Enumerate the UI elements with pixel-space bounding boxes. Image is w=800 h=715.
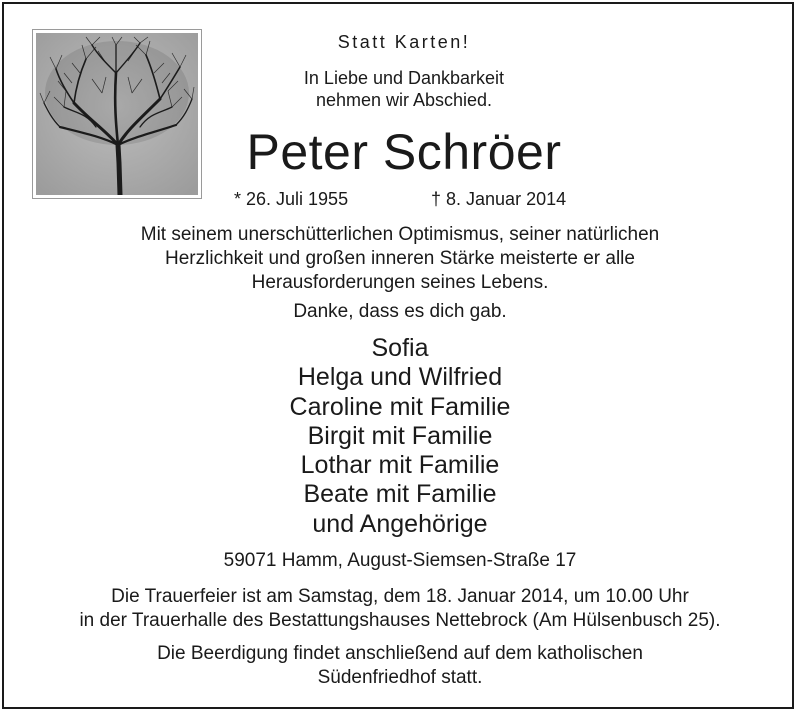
service-line: in der Trauerhalle des Bestattungshauses Nettebrock (Am Hülsenbusch 25). xyxy=(79,610,721,631)
tribute-line: Herzlichkeit und großen inneren Stärke meisterte er alle xyxy=(165,248,635,269)
tribute-line: Herausforderungen seines Lebens. xyxy=(251,272,549,293)
obituary-notice xyxy=(2,2,794,709)
deceased-name: Peter Schröer xyxy=(246,124,562,180)
tribute-line: Mit seinem unerschütterlichen Optimismus, seiner natürlichen xyxy=(140,224,660,245)
mourner-name: Beate mit Familie xyxy=(303,480,497,509)
tree-icon xyxy=(36,33,198,195)
mourner-name: Helga und Wilfried xyxy=(297,363,503,392)
intro-line: In Liebe und Dankbarkeit xyxy=(303,68,505,88)
thanks-line: Danke, dass es dich gab. xyxy=(293,301,507,322)
death-date: † 8. Januar 2014 xyxy=(431,189,567,209)
mourner-name: Lothar mit Familie xyxy=(300,451,500,480)
mourner-name: Birgit mit Familie xyxy=(307,421,493,450)
mourner-name: Caroline mit Familie xyxy=(289,392,511,421)
birth-date: * 26. Juli 1955 xyxy=(234,189,349,209)
mourner-name: Sofia xyxy=(371,334,429,362)
tree-photo xyxy=(32,29,202,199)
burial-details xyxy=(4,642,796,690)
mourner-name: und Angehörige xyxy=(312,509,488,538)
intro-line: nehmen wir Abschied. xyxy=(315,90,493,110)
burial-line: Die Beerdigung findet anschließend auf dem katholischen xyxy=(157,643,643,664)
service-line: Die Trauerfeier ist am Samstag, dem 18. Januar 2014, um 10.00 Uhr xyxy=(111,586,689,607)
tribute-text xyxy=(4,223,796,295)
mourners-list xyxy=(4,334,796,539)
header-line: Statt Karten! xyxy=(337,32,471,52)
service-details xyxy=(4,585,796,633)
burial-line: Südenfriedhof statt. xyxy=(317,667,483,688)
family-address: 59071 Hamm, August-Siemsen-Straße 17 xyxy=(223,550,577,571)
intro-text xyxy=(204,67,604,111)
